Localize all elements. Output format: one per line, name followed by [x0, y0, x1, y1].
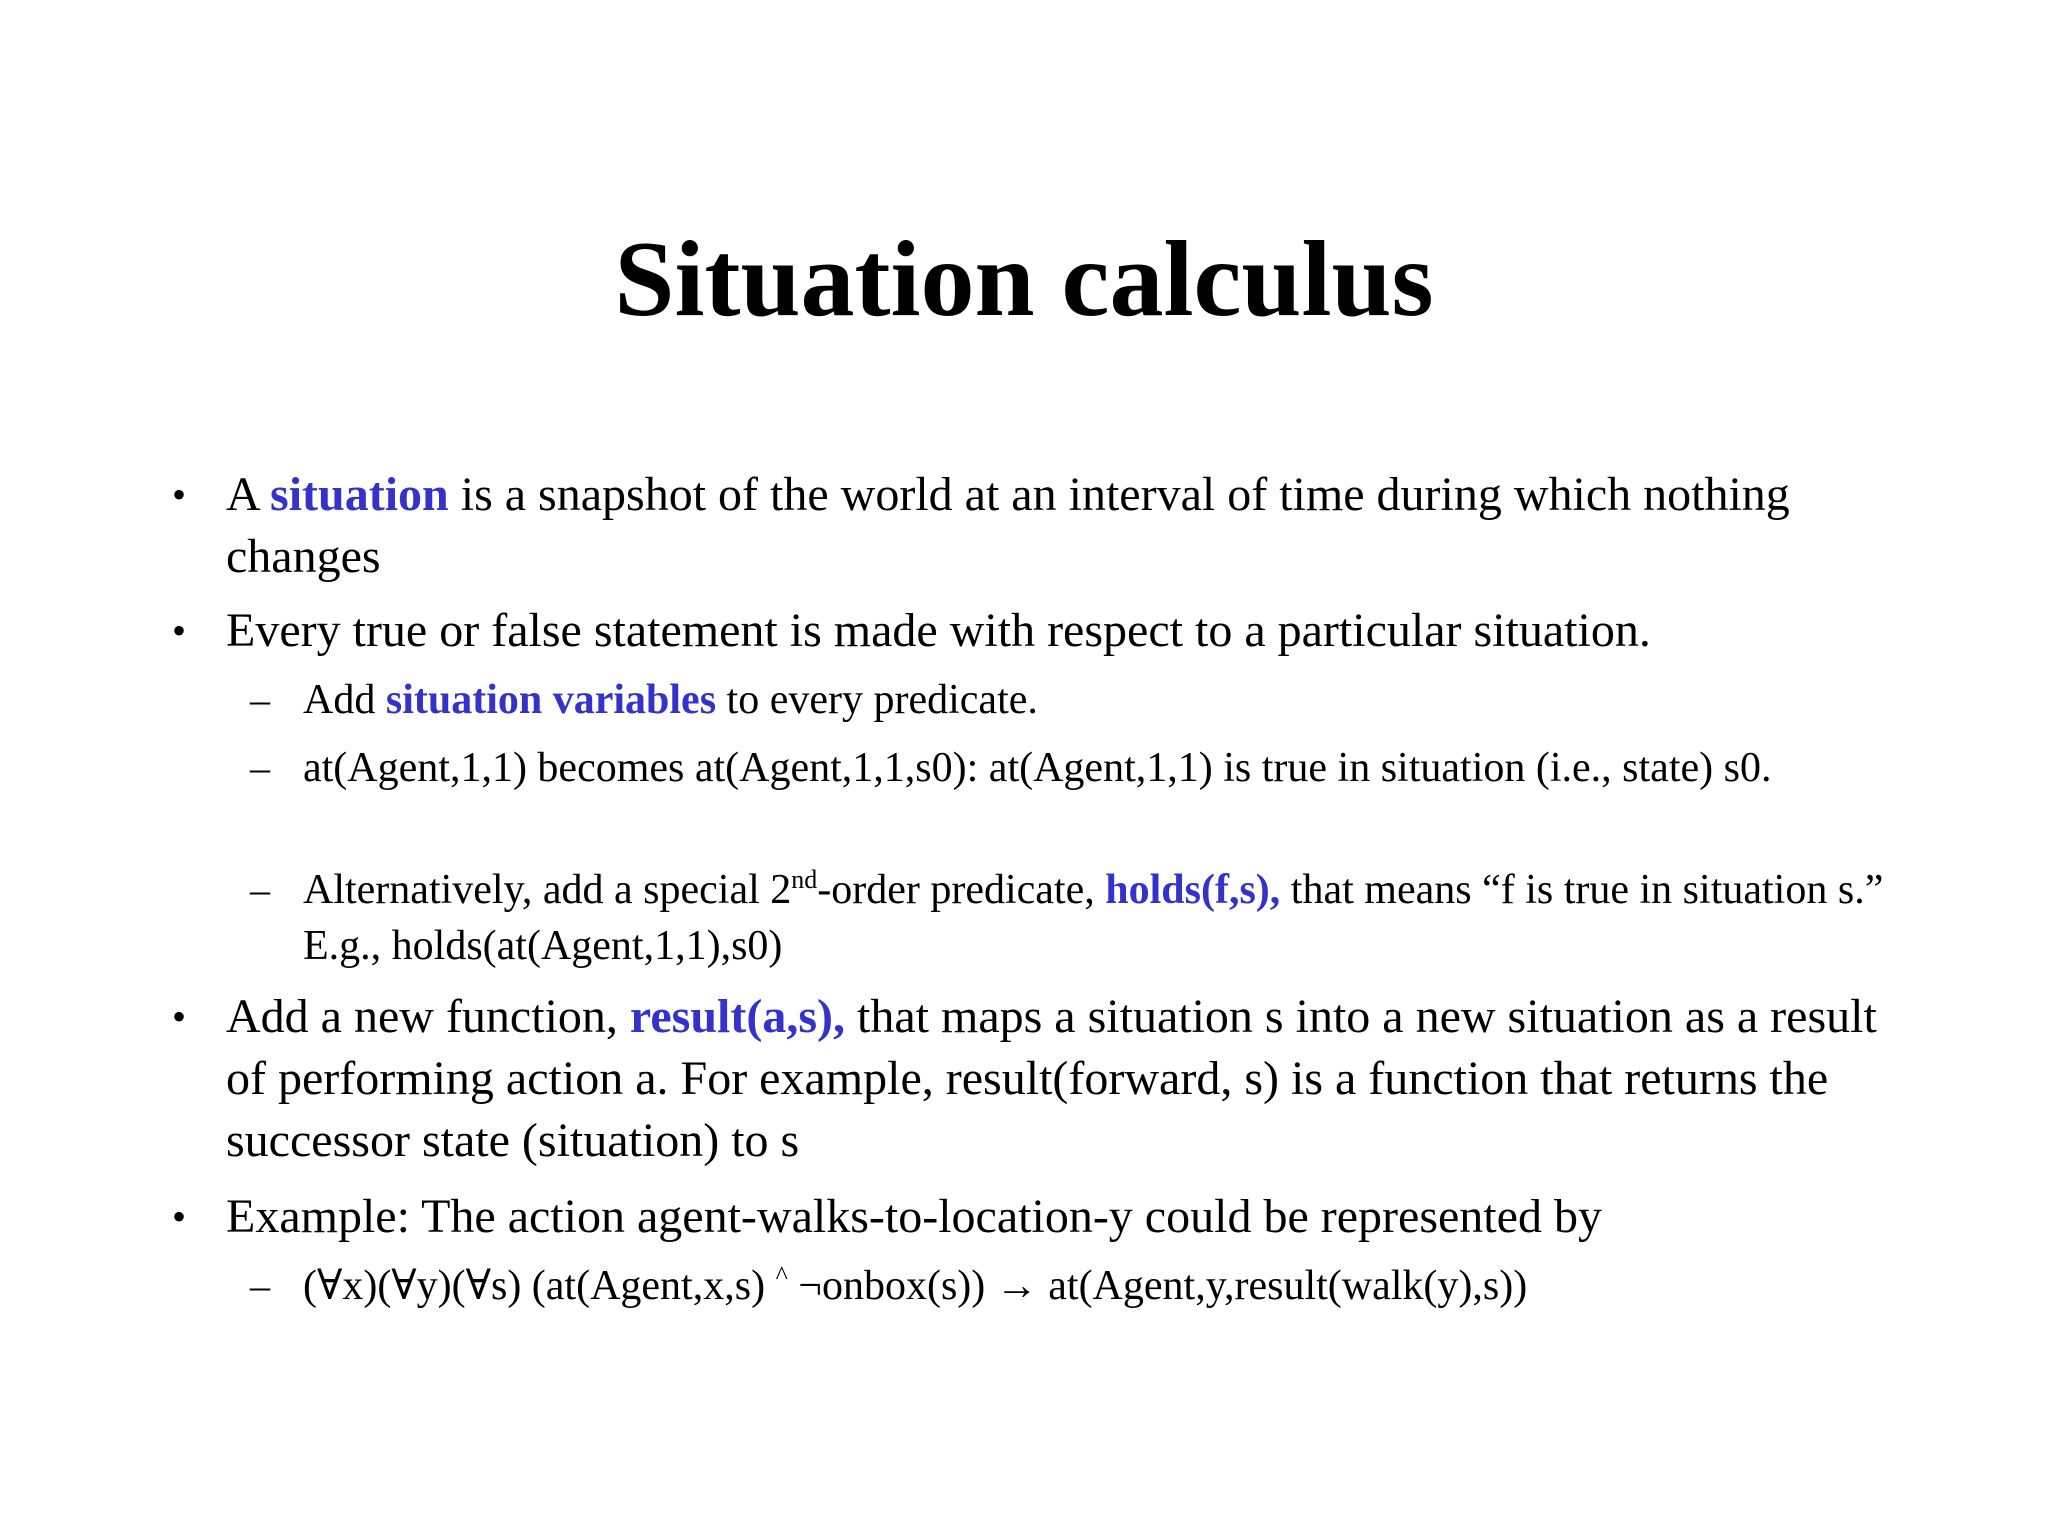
bullet-text: at(Agent,1,1) becomes at(Agent,1,1,s0): at(Agent,1,1) is true in situation (i.e., state) s0.: [303, 745, 1772, 791]
sub-bullet-item: [303, 1258, 1903, 1314]
highlight-term: holds(f,s),: [1105, 867, 1281, 913]
sub-bullet-item: [303, 740, 1903, 796]
sub-bullet-marker: –: [250, 867, 270, 912]
sub-bullet-marker: –: [250, 677, 270, 722]
formula-text: ¬onbox(s)) → at(Agent,y,result(walk(y),s)): [787, 1263, 1528, 1309]
highlight-term: result(a,s),: [629, 990, 845, 1043]
bullet-text: -order predicate,: [817, 867, 1106, 913]
superscript: nd: [791, 865, 818, 894]
bullet-text: Add a new function,: [226, 990, 630, 1043]
bullet-text: to every predicate.: [716, 677, 1038, 723]
bullet-item: [226, 1186, 1906, 1248]
bullet-marker: •: [172, 472, 187, 517]
bullet-text: Every true or false statement is made with respect to a particular situation.: [226, 604, 1651, 657]
bullet-text: that maps a situation s into a new situation as a result of performing action a. For example, result(forward, s) is a function that returns the successor state (situation) to s: [226, 990, 1877, 1167]
formula-text: (∀x)(∀y)(∀s) (at(Agent,x,s): [303, 1263, 776, 1309]
bullet-text: Add: [303, 677, 386, 723]
sub-bullet-item: [303, 672, 1903, 728]
slide-title: Situation calculus: [614, 220, 1434, 339]
highlight-term: situation variables: [385, 677, 717, 723]
bullet-item: [226, 986, 1906, 1172]
bullet-marker: •: [172, 1194, 187, 1239]
bullet-text: A: [226, 468, 271, 521]
bullet-marker: •: [172, 994, 187, 1039]
sub-bullet-item: [303, 862, 1903, 974]
bullet-text: Example: The action agent-walks-to-location-y could be represented by: [226, 1190, 1602, 1243]
bullet-text: that means “f is true in situation s.” E.g., holds(at(Agent,1,1),s0): [303, 867, 1884, 969]
superscript: ^: [775, 1261, 788, 1290]
bullet-item: [226, 600, 1906, 662]
highlight-term: situation: [270, 468, 449, 521]
bullet-item: [226, 464, 1906, 588]
bullet-text: is a snapshot of the world at an interval of time during which nothing changes: [226, 468, 1790, 583]
bullet-marker: •: [172, 608, 187, 653]
sub-bullet-marker: –: [250, 1263, 270, 1308]
bullet-text: Alternatively, add a special 2: [303, 867, 792, 913]
sub-bullet-marker: –: [250, 745, 270, 790]
